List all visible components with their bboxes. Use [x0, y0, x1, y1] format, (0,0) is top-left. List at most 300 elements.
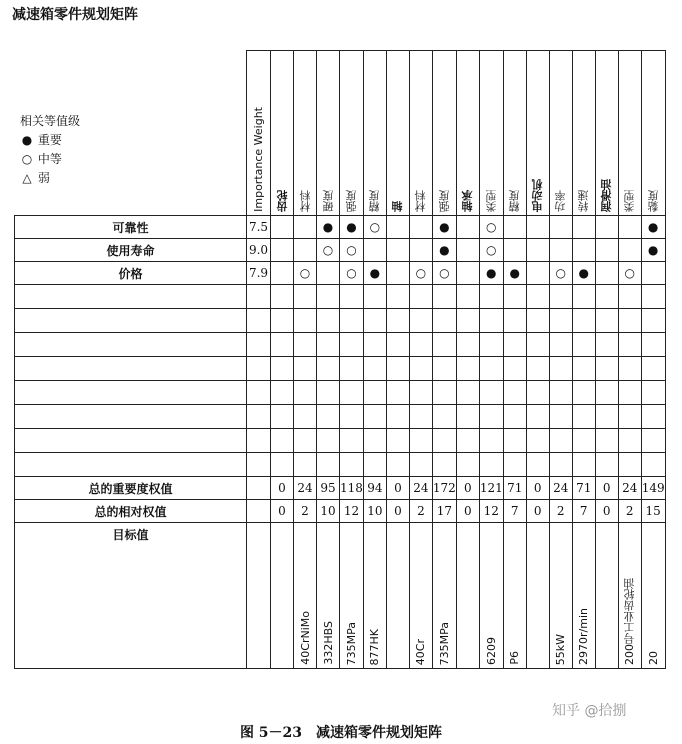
relationship-cell [641, 262, 665, 285]
empty-weight [247, 333, 271, 357]
relationship-cell: ○ [409, 262, 432, 285]
legend-item-strong [20, 131, 80, 150]
empty-weight [247, 381, 271, 405]
empty-cell [549, 357, 572, 381]
relationship-cell: ● [340, 216, 364, 239]
relationship-cell: ○ [317, 239, 340, 262]
relative-weight-value: 2 [549, 500, 572, 523]
target-row [15, 523, 666, 669]
target-value-text: 735MPa [344, 621, 358, 665]
relationship-cell [271, 239, 294, 262]
empty-cell [271, 429, 294, 453]
empty-cell [271, 285, 294, 309]
requirement-row [15, 239, 666, 262]
empty-cell [479, 381, 503, 405]
watermark: 知乎 @拾捌 [552, 703, 627, 719]
characteristic-header [409, 51, 432, 216]
characteristic-header [294, 51, 317, 216]
target-value-text: 20 [646, 651, 660, 665]
relationship-cell [456, 239, 479, 262]
characteristic-header [479, 51, 503, 216]
total-importance-weight-blank [247, 477, 271, 500]
total-importance-value: 71 [503, 477, 526, 500]
legend-label: 弱 [37, 171, 50, 185]
component-header-text: 轴 [391, 201, 405, 212]
empty-cell [479, 357, 503, 381]
empty-cell [572, 429, 595, 453]
empty-cell [317, 333, 340, 357]
relationship-cell [526, 239, 549, 262]
relationship-cell [618, 216, 641, 239]
empty-weight [247, 309, 271, 333]
empty-cell [549, 285, 572, 309]
relative-weight-value: 7 [572, 500, 595, 523]
empty-cell [572, 333, 595, 357]
relationship-cell: ○ [479, 239, 503, 262]
relationship-cell [549, 216, 572, 239]
empty-cell [595, 453, 618, 477]
empty-cell [340, 453, 364, 477]
characteristic-header [317, 51, 340, 216]
empty-label [15, 381, 247, 405]
empty-cell [526, 357, 549, 381]
relative-weight-label: 总的相对权值 [15, 500, 247, 523]
empty-cell [363, 285, 386, 309]
component-header-text: 齿轮 [275, 190, 289, 212]
relationship-cell [503, 239, 526, 262]
importance-weight: 9.0 [247, 239, 271, 262]
relationship-cell: ○ [549, 262, 572, 285]
empty-cell [317, 381, 340, 405]
empty-cell [456, 381, 479, 405]
target-value [479, 523, 503, 669]
empty-cell [549, 309, 572, 333]
relative-weight-value: 0 [526, 500, 549, 523]
empty-cell [363, 309, 386, 333]
empty-cell [271, 309, 294, 333]
empty-cell [386, 453, 409, 477]
characteristic-header [503, 51, 526, 216]
relative-weight-value: 0 [271, 500, 294, 523]
empty-cell [432, 405, 456, 429]
empty-cell [456, 429, 479, 453]
total-importance-value: 95 [317, 477, 340, 500]
relationship-cell [526, 216, 549, 239]
empty-cell [294, 309, 317, 333]
target-value [363, 523, 386, 669]
empty-cell [572, 405, 595, 429]
empty-cell [386, 333, 409, 357]
empty-cell [432, 285, 456, 309]
empty-cell [409, 405, 432, 429]
empty-cell [271, 381, 294, 405]
header-row [15, 51, 666, 216]
requirement-label: 可靠性 [15, 216, 247, 239]
empty-cell [549, 429, 572, 453]
empty-cell [641, 309, 665, 333]
empty-cell [595, 285, 618, 309]
characteristic-header-text: 强度 [437, 190, 451, 212]
relationship-cell [572, 239, 595, 262]
empty-label [15, 285, 247, 309]
empty-cell [409, 357, 432, 381]
empty-row [15, 453, 666, 477]
target-value [572, 523, 595, 669]
empty-cell [340, 333, 364, 357]
characteristic-header-text: 精度 [508, 190, 522, 212]
empty-row [15, 285, 666, 309]
empty-cell [386, 285, 409, 309]
relationship-cell: ○ [432, 262, 456, 285]
relationship-cell: ○ [294, 262, 317, 285]
empty-cell [409, 429, 432, 453]
characteristic-header [363, 51, 386, 216]
total-importance-value: 121 [479, 477, 503, 500]
empty-label [15, 357, 247, 381]
relative-weight-value: 2 [409, 500, 432, 523]
empty-cell [456, 357, 479, 381]
relative-weight-value: 12 [340, 500, 364, 523]
empty-weight [247, 357, 271, 381]
relationship-cell [294, 216, 317, 239]
relationship-cell [572, 216, 595, 239]
empty-cell [641, 381, 665, 405]
characteristic-header [549, 51, 572, 216]
empty-row [15, 309, 666, 333]
empty-cell [549, 405, 572, 429]
empty-cell [363, 381, 386, 405]
relationship-cell [363, 239, 386, 262]
component-header [271, 51, 294, 216]
empty-cell [409, 381, 432, 405]
empty-cell [432, 333, 456, 357]
empty-cell [618, 453, 641, 477]
relationship-cell: ○ [618, 262, 641, 285]
empty-weight [247, 453, 271, 477]
empty-cell [595, 309, 618, 333]
relationship-cell: ● [432, 216, 456, 239]
target-value-text: 2970r/min [577, 608, 591, 665]
characteristic-header-text: 硬度 [321, 190, 335, 212]
empty-cell [456, 285, 479, 309]
legend-item-weak [20, 169, 80, 188]
empty-cell [271, 453, 294, 477]
empty-cell [386, 429, 409, 453]
target-value-text: 40Cr [414, 638, 428, 665]
relationship-cell [595, 262, 618, 285]
empty-cell [409, 333, 432, 357]
target-value-text: 332HBS [321, 621, 335, 665]
relationship-cell [526, 262, 549, 285]
relationship-cell [386, 239, 409, 262]
relative-weight-row [15, 500, 666, 523]
total-importance-value: 118 [340, 477, 364, 500]
empty-cell [641, 357, 665, 381]
component-header-text: 润滑油 [600, 179, 614, 212]
empty-cell [294, 333, 317, 357]
empty-cell [432, 381, 456, 405]
empty-cell [317, 357, 340, 381]
total-importance-value: 24 [294, 477, 317, 500]
component-header [386, 51, 409, 216]
legend-label: 中等 [37, 152, 62, 166]
empty-cell [503, 309, 526, 333]
relative-weight-value: 7 [503, 500, 526, 523]
empty-cell [432, 357, 456, 381]
relationship-cell [271, 216, 294, 239]
empty-cell [363, 333, 386, 357]
total-importance-value: 149 [641, 477, 665, 500]
empty-weight [247, 285, 271, 309]
empty-cell [618, 285, 641, 309]
characteristic-header-text: 材料 [298, 190, 312, 212]
characteristic-header [340, 51, 364, 216]
empty-cell [595, 405, 618, 429]
empty-row [15, 381, 666, 405]
characteristic-header [432, 51, 456, 216]
relative-weight-value: 0 [595, 500, 618, 523]
empty-cell [526, 309, 549, 333]
empty-cell [526, 285, 549, 309]
empty-cell [271, 333, 294, 357]
empty-cell [503, 453, 526, 477]
empty-cell [294, 357, 317, 381]
empty-cell [618, 381, 641, 405]
empty-cell [363, 429, 386, 453]
legend-label: 重要 [37, 133, 62, 147]
relationship-cell: ● [363, 262, 386, 285]
empty-cell [618, 405, 641, 429]
component-header-text: 电动机 [531, 179, 545, 212]
target-value [549, 523, 572, 669]
relationship-cell [409, 239, 432, 262]
characteristic-header-text: 精度 [368, 190, 382, 212]
relative-weight-value: 10 [363, 500, 386, 523]
empty-cell [618, 333, 641, 357]
empty-cell [456, 405, 479, 429]
relative-weight-value: 12 [479, 500, 503, 523]
target-value [432, 523, 456, 669]
total-importance-value: 0 [526, 477, 549, 500]
empty-cell [618, 429, 641, 453]
target-value-text: 6209 [484, 637, 498, 665]
empty-cell [340, 405, 364, 429]
empty-cell [595, 333, 618, 357]
empty-cell [479, 309, 503, 333]
empty-label [15, 405, 247, 429]
target-value-text: P6 [508, 651, 522, 665]
target-value-text: 200号工业齿轮油 [623, 578, 637, 665]
target-value [526, 523, 549, 669]
total-importance-value: 94 [363, 477, 386, 500]
relative-weight-value: 0 [456, 500, 479, 523]
empty-cell [641, 429, 665, 453]
empty-cell [595, 429, 618, 453]
empty-cell [456, 333, 479, 357]
legend [20, 112, 80, 188]
legend-item-medium [20, 150, 80, 169]
importance-weight: 7.5 [247, 216, 271, 239]
relative-weight-value: 10 [317, 500, 340, 523]
target-value [618, 523, 641, 669]
empty-cell [641, 285, 665, 309]
empty-cell [479, 333, 503, 357]
page-title: 减速箱零件规划矩阵 [12, 7, 138, 23]
relationship-cell [409, 216, 432, 239]
empty-cell [271, 357, 294, 381]
relationship-cell [456, 262, 479, 285]
component-header [595, 51, 618, 216]
empty-cell [432, 429, 456, 453]
requirement-row [15, 216, 666, 239]
empty-cell [317, 453, 340, 477]
empty-cell [572, 381, 595, 405]
empty-cell [503, 285, 526, 309]
empty-cell [409, 309, 432, 333]
empty-cell [526, 405, 549, 429]
empty-cell [294, 381, 317, 405]
relationship-cell [595, 216, 618, 239]
empty-cell [549, 381, 572, 405]
empty-cell [572, 285, 595, 309]
target-value [456, 523, 479, 669]
empty-cell [294, 285, 317, 309]
target-value-text: 55kW [554, 633, 568, 665]
empty-cell [479, 453, 503, 477]
target-value [317, 523, 340, 669]
requirement-label: 价格 [15, 262, 247, 285]
empty-cell [526, 333, 549, 357]
empty-label [15, 453, 247, 477]
empty-weight [247, 429, 271, 453]
relationship-cell: ● [641, 239, 665, 262]
empty-row [15, 429, 666, 453]
relationship-cell [618, 239, 641, 262]
empty-label [15, 309, 247, 333]
empty-cell [340, 381, 364, 405]
relative-weight-value: 17 [432, 500, 456, 523]
characteristic-header-text: 黏度 [646, 190, 660, 212]
empty-cell [549, 333, 572, 357]
component-header [456, 51, 479, 216]
target-value-text: 735MPa [437, 621, 451, 665]
relationship-cell [271, 262, 294, 285]
empty-cell [572, 309, 595, 333]
empty-cell [409, 453, 432, 477]
characteristic-header-text: 强度 [344, 190, 358, 212]
empty-cell [572, 357, 595, 381]
empty-cell [317, 285, 340, 309]
target-value [641, 523, 665, 669]
empty-cell [340, 309, 364, 333]
empty-cell [409, 285, 432, 309]
empty-cell [317, 405, 340, 429]
relationship-cell: ● [641, 216, 665, 239]
importance-weight-header-text: Importance Weight [252, 107, 265, 212]
empty-row [15, 405, 666, 429]
total-importance-label: 总的重要度权值 [15, 477, 247, 500]
empty-cell [386, 357, 409, 381]
target-value [271, 523, 294, 669]
characteristic-header [618, 51, 641, 216]
empty-label [15, 429, 247, 453]
characteristic-header-text: 类型 [484, 190, 498, 212]
characteristic-header [572, 51, 595, 216]
empty-cell [479, 429, 503, 453]
empty-cell [618, 357, 641, 381]
empty-cell [503, 357, 526, 381]
component-header [526, 51, 549, 216]
relationship-cell: ● [572, 262, 595, 285]
empty-cell [641, 333, 665, 357]
empty-cell [386, 405, 409, 429]
total-importance-value: 0 [595, 477, 618, 500]
filled-circle-icon: ● [21, 133, 33, 147]
empty-cell [317, 429, 340, 453]
relationship-cell: ○ [340, 262, 364, 285]
total-importance-value: 0 [456, 477, 479, 500]
relative-weight-value: 0 [386, 500, 409, 523]
empty-cell [618, 309, 641, 333]
empty-cell [363, 453, 386, 477]
target-value-text: 877HK [368, 628, 382, 665]
relationship-cell: ○ [479, 216, 503, 239]
empty-cell [503, 405, 526, 429]
target-value [386, 523, 409, 669]
legend-title: 相关等值级 [20, 114, 81, 128]
total-importance-row [15, 477, 666, 500]
empty-cell [456, 453, 479, 477]
empty-cell [340, 429, 364, 453]
empty-label [15, 333, 247, 357]
target-value [294, 523, 317, 669]
total-importance-value: 24 [549, 477, 572, 500]
characteristic-header [641, 51, 665, 216]
empty-cell [479, 285, 503, 309]
relationship-cell: ● [432, 239, 456, 262]
target-label: 目标值 [15, 523, 247, 669]
open-circle-icon: ○ [21, 152, 33, 166]
empty-cell [363, 357, 386, 381]
empty-cell [641, 405, 665, 429]
empty-cell [386, 309, 409, 333]
empty-row [15, 333, 666, 357]
relationship-cell [503, 216, 526, 239]
target-value [340, 523, 364, 669]
empty-cell [432, 309, 456, 333]
component-header-text: 轴承 [461, 190, 475, 212]
relative-weight-value: 15 [641, 500, 665, 523]
total-importance-value: 71 [572, 477, 595, 500]
empty-cell [503, 333, 526, 357]
empty-cell [317, 309, 340, 333]
target-value-text: 40CrNiMo [298, 611, 312, 665]
relationship-cell [595, 239, 618, 262]
total-importance-value: 0 [386, 477, 409, 500]
empty-cell [294, 405, 317, 429]
empty-cell [340, 285, 364, 309]
empty-cell [526, 453, 549, 477]
requirement-row [15, 262, 666, 285]
empty-cell [340, 357, 364, 381]
target-value [595, 523, 618, 669]
empty-cell [271, 405, 294, 429]
relationship-cell: ● [503, 262, 526, 285]
relative-weight-weight-blank [247, 500, 271, 523]
empty-cell [456, 309, 479, 333]
empty-cell [595, 357, 618, 381]
requirement-label: 使用寿命 [15, 239, 247, 262]
